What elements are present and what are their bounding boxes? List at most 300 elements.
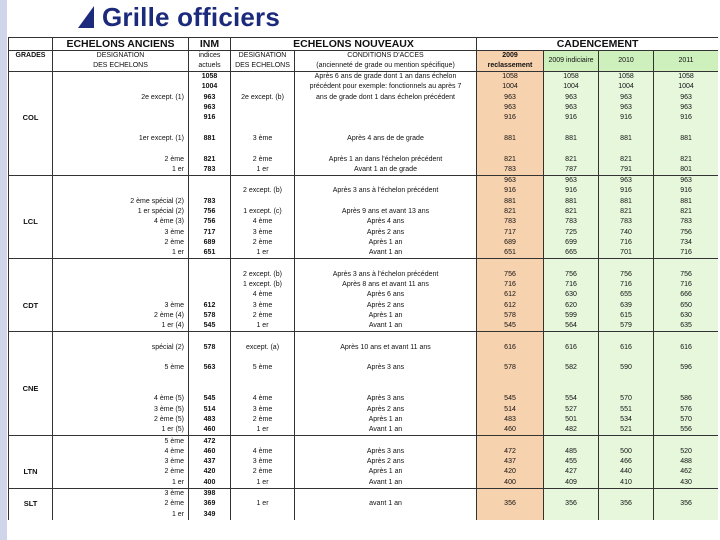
value-2010-cell: 466: [599, 457, 654, 467]
new-echelon-cell: 1 er: [231, 499, 295, 509]
value-2009i-cell: 821: [544, 207, 599, 217]
old-echelon-cell: 3 ème: [53, 301, 189, 311]
value-2010-cell: [599, 374, 654, 384]
condition-cell: [295, 488, 477, 499]
value-2010-cell: 579: [599, 321, 654, 332]
value-2010-cell: 821: [599, 207, 654, 217]
header-designation-2: DESIGNATION: [231, 51, 295, 62]
old-echelon-cell: 3 ème (5): [53, 405, 189, 415]
inm-cell: 963: [189, 93, 231, 103]
table-row: [9, 82, 719, 92]
old-echelon-cell: [53, 259, 189, 270]
value-2009i-cell: 725: [544, 227, 599, 237]
table-row: [9, 374, 719, 384]
new-echelon-cell: [231, 259, 295, 270]
inm-cell: 821: [189, 154, 231, 164]
condition-cell: [295, 175, 477, 186]
value-2010-cell: [599, 144, 654, 154]
old-echelon-cell: 1 er (5): [53, 425, 189, 436]
table-row: [9, 478, 719, 489]
new-echelon-cell: 2 ème: [231, 311, 295, 321]
inm-cell: 717: [189, 227, 231, 237]
inm-cell: [189, 259, 231, 270]
new-echelon-cell: [231, 436, 295, 447]
value-2009i-cell: [544, 384, 599, 394]
value-2009-cell: 1004: [477, 82, 544, 92]
new-echelon-cell: 1 er: [231, 478, 295, 489]
value-2010-cell: 1004: [599, 82, 654, 92]
header-2010: 2010: [599, 51, 654, 72]
value-2009i-cell: 665: [544, 248, 599, 259]
inm-cell: 1058: [189, 72, 231, 83]
old-echelon-cell: 1 er: [53, 165, 189, 176]
value-2010-cell: 881: [599, 134, 654, 144]
table-row: [9, 425, 719, 436]
value-2010-cell: 791: [599, 165, 654, 176]
table-row: [9, 227, 719, 237]
value-2009-cell: 821: [477, 154, 544, 164]
condition-cell: Après 6 ans de grade dont 1 an dans échelon: [295, 72, 477, 83]
officer-grid-table-wrapper: [8, 37, 718, 540]
inm-cell: [189, 290, 231, 300]
new-echelon-cell: 5 ème: [231, 363, 295, 373]
grade-cell: CNE: [9, 384, 53, 394]
table-row: [9, 72, 719, 83]
value-2010-cell: 881: [599, 197, 654, 207]
value-2009i-cell: 963: [544, 175, 599, 186]
table-row: [9, 134, 719, 144]
condition-cell: Après 3 ans: [295, 447, 477, 457]
condition-cell: précédent pour exemple: fonctionnels au après 7: [295, 82, 477, 92]
value-2009-cell: 916: [477, 113, 544, 123]
value-2009-cell: 545: [477, 321, 544, 332]
new-echelon-cell: 2 ème: [231, 154, 295, 164]
value-2009i-cell: [544, 332, 599, 343]
value-2009-cell: [477, 384, 544, 394]
value-2009i-cell: 616: [544, 343, 599, 353]
grade-cell: LCL: [9, 217, 53, 227]
old-echelon-cell: 3 ème: [53, 488, 189, 499]
value-2011-cell: [654, 374, 718, 384]
value-2009i-cell: 881: [544, 134, 599, 144]
table-row: [9, 467, 719, 477]
value-2009i-cell: 599: [544, 311, 599, 321]
table-row: [9, 509, 719, 519]
condition-cell: [295, 103, 477, 113]
header-grades-blank: [9, 61, 53, 72]
value-2010-cell: 639: [599, 301, 654, 311]
header-grades-spacer: [9, 38, 53, 51]
value-2009i-cell: 554: [544, 394, 599, 404]
condition-cell: Avant 1 an: [295, 478, 477, 489]
header-2009: 2009: [477, 51, 544, 62]
grade-cell: [9, 123, 53, 133]
table-row: [9, 363, 719, 373]
grade-cell: [9, 93, 53, 103]
grade-cell: [9, 290, 53, 300]
old-echelon-cell: 2 ème: [53, 499, 189, 509]
value-2011-cell: 716: [654, 280, 718, 290]
inm-cell: 916: [189, 113, 231, 123]
value-2011-cell: [654, 123, 718, 133]
new-echelon-cell: 3 ème: [231, 405, 295, 415]
grade-cell: [9, 321, 53, 332]
value-2010-cell: [599, 436, 654, 447]
header-row-1: [9, 38, 719, 51]
grade-cell: [9, 343, 53, 353]
value-2011-cell: 356: [654, 499, 718, 509]
grade-cell: [9, 447, 53, 457]
new-echelon-cell: [231, 82, 295, 92]
grade-cell: CDT: [9, 301, 53, 311]
value-2009i-cell: 620: [544, 301, 599, 311]
value-2009-cell: 963: [477, 103, 544, 113]
inm-cell: 420: [189, 467, 231, 477]
value-2009-cell: [477, 353, 544, 363]
header-echelons-anciens: ECHELONS ANCIENS: [53, 38, 189, 51]
condition-cell: ans de grade dont 1 dans échelon précédent: [295, 93, 477, 103]
grade-cell: [9, 457, 53, 467]
value-2009i-cell: 630: [544, 290, 599, 300]
value-2009-cell: 514: [477, 405, 544, 415]
new-echelon-cell: 3 ème: [231, 301, 295, 311]
grade-cell: LTN: [9, 467, 53, 477]
condition-cell: [295, 353, 477, 363]
value-2011-cell: 630: [654, 311, 718, 321]
value-2009i-cell: 482: [544, 425, 599, 436]
condition-cell: Après 3 ans à l'échelon précédent: [295, 270, 477, 280]
value-2009-cell: 612: [477, 301, 544, 311]
value-2009i-cell: 963: [544, 103, 599, 113]
value-2009-cell: 881: [477, 134, 544, 144]
table-row: [9, 311, 719, 321]
table-row: [9, 394, 719, 404]
value-2009-cell: 651: [477, 248, 544, 259]
table-row: [9, 332, 719, 343]
value-2009-cell: 963: [477, 175, 544, 186]
inm-cell: 612: [189, 301, 231, 311]
grade-cell: [9, 405, 53, 415]
grade-cell: [9, 197, 53, 207]
value-2011-cell: 650: [654, 301, 718, 311]
value-2011-cell: [654, 144, 718, 154]
inm-cell: [189, 144, 231, 154]
value-2010-cell: 783: [599, 217, 654, 227]
value-2010-cell: 521: [599, 425, 654, 436]
condition-cell: Après 1 an: [295, 238, 477, 248]
new-echelon-cell: [231, 103, 295, 113]
grade-cell: COL: [9, 113, 53, 123]
value-2009i-cell: [544, 488, 599, 499]
new-echelon-cell: 2 ème: [231, 467, 295, 477]
new-echelon-cell: [231, 197, 295, 207]
table-row: [9, 384, 719, 394]
old-echelon-cell: 2 ème: [53, 238, 189, 248]
inm-cell: [189, 186, 231, 196]
new-echelon-cell: 1 er: [231, 321, 295, 332]
new-echelon-cell: 4 ème: [231, 217, 295, 227]
value-2011-cell: 963: [654, 93, 718, 103]
value-2011-cell: 462: [654, 467, 718, 477]
value-2009i-cell: 716: [544, 280, 599, 290]
value-2010-cell: [599, 509, 654, 519]
value-2009i-cell: 455: [544, 457, 599, 467]
slide-sidebar: [0, 0, 7, 540]
header-2009-indiciaire: 2009 indiciaire: [544, 51, 599, 72]
value-2011-cell: [654, 488, 718, 499]
new-echelon-cell: 4 ème: [231, 394, 295, 404]
table-row: [9, 415, 719, 425]
condition-cell: Après 2 ans: [295, 457, 477, 467]
grade-cell: [9, 175, 53, 186]
table-row: [9, 270, 719, 280]
grade-cell: SLT: [9, 499, 53, 509]
value-2010-cell: [599, 123, 654, 133]
grade-cell: [9, 72, 53, 83]
new-echelon-cell: 2 ème: [231, 238, 295, 248]
condition-cell: [295, 374, 477, 384]
value-2009i-cell: [544, 436, 599, 447]
new-echelon-cell: [231, 123, 295, 133]
inm-cell: 756: [189, 207, 231, 217]
old-echelon-cell: 2 ème (4): [53, 311, 189, 321]
value-2010-cell: 916: [599, 186, 654, 196]
value-2010-cell: [599, 259, 654, 270]
value-2009i-cell: [544, 353, 599, 363]
inm-cell: 472: [189, 436, 231, 447]
value-2010-cell: 701: [599, 248, 654, 259]
condition-cell: Après 3 ans: [295, 394, 477, 404]
old-echelon-cell: 4 ème: [53, 447, 189, 457]
value-2009-cell: [477, 436, 544, 447]
value-2009-cell: 717: [477, 227, 544, 237]
grade-cell: [9, 134, 53, 144]
inm-cell: 460: [189, 425, 231, 436]
condition-cell: Après 1 an dans l'échelon précédent: [295, 154, 477, 164]
value-2010-cell: 963: [599, 103, 654, 113]
grade-cell: [9, 103, 53, 113]
value-2010-cell: 500: [599, 447, 654, 457]
value-2009-cell: 437: [477, 457, 544, 467]
condition-cell: Après 4 ans de de grade: [295, 134, 477, 144]
value-2009i-cell: 356: [544, 499, 599, 509]
grade-cell: [9, 280, 53, 290]
value-2010-cell: 410: [599, 478, 654, 489]
value-2009-cell: 716: [477, 280, 544, 290]
new-echelon-cell: [231, 113, 295, 123]
value-2011-cell: 430: [654, 478, 718, 489]
value-2009-cell: [477, 509, 544, 519]
new-echelon-cell: 1 except. (c): [231, 207, 295, 217]
inm-cell: [189, 332, 231, 343]
condition-cell: Après 8 ans et avant 11 ans: [295, 280, 477, 290]
condition-cell: [295, 144, 477, 154]
value-2009-cell: 881: [477, 197, 544, 207]
table-row: [9, 165, 719, 176]
table-row: [9, 488, 719, 499]
value-2010-cell: 551: [599, 405, 654, 415]
table-row: [9, 290, 719, 300]
value-2009-cell: 616: [477, 343, 544, 353]
grade-cell: [9, 82, 53, 92]
condition-cell: [295, 509, 477, 519]
new-echelon-cell: [231, 384, 295, 394]
old-echelon-cell: 2 ème (5): [53, 415, 189, 425]
value-2011-cell: 666: [654, 290, 718, 300]
value-2009-cell: 400: [477, 478, 544, 489]
inm-cell: [189, 123, 231, 133]
value-2009i-cell: 1058: [544, 72, 599, 83]
value-2009-cell: 483: [477, 415, 544, 425]
old-echelon-cell: [53, 384, 189, 394]
value-2011-cell: 881: [654, 197, 718, 207]
old-echelon-cell: [53, 290, 189, 300]
value-2010-cell: 655: [599, 290, 654, 300]
table-row: [9, 436, 719, 447]
grade-cell: [9, 207, 53, 217]
condition-cell: Avant 1 an de grade: [295, 165, 477, 176]
table-row: [9, 175, 719, 186]
old-echelon-cell: [53, 113, 189, 123]
old-echelon-cell: [53, 332, 189, 343]
old-echelon-cell: 4 ème (3): [53, 217, 189, 227]
condition-cell: Après 2 ans: [295, 405, 477, 415]
value-2011-cell: 963: [654, 103, 718, 113]
table-row: [9, 217, 719, 227]
value-2009-cell: [477, 259, 544, 270]
new-echelon-cell: 4 ème: [231, 290, 295, 300]
value-2011-cell: 596: [654, 363, 718, 373]
table-row: [9, 343, 719, 353]
value-2010-cell: 440: [599, 467, 654, 477]
value-2009i-cell: [544, 144, 599, 154]
table-row: [9, 259, 719, 270]
value-2011-cell: 801: [654, 165, 718, 176]
old-echelon-cell: [53, 186, 189, 196]
value-2010-cell: 570: [599, 394, 654, 404]
old-echelon-cell: [53, 123, 189, 133]
value-2011-cell: 916: [654, 113, 718, 123]
inm-cell: [189, 374, 231, 384]
table-row: [9, 207, 719, 217]
value-2011-cell: 821: [654, 154, 718, 164]
inm-cell: [189, 353, 231, 363]
value-2009i-cell: 582: [544, 363, 599, 373]
new-echelon-cell: 3 ème: [231, 457, 295, 467]
inm-cell: 545: [189, 321, 231, 332]
value-2011-cell: 783: [654, 217, 718, 227]
inm-cell: [189, 270, 231, 280]
value-2009-cell: 356: [477, 499, 544, 509]
new-echelon-cell: [231, 144, 295, 154]
grade-cell: [9, 394, 53, 404]
value-2009-cell: 472: [477, 447, 544, 457]
value-2009-cell: 612: [477, 290, 544, 300]
condition-cell: Après 9 ans et avant 13 ans: [295, 207, 477, 217]
table-row: [9, 93, 719, 103]
condition-cell: Après 3 ans: [295, 363, 477, 373]
grade-cell: [9, 415, 53, 425]
value-2011-cell: 570: [654, 415, 718, 425]
grade-cell: [9, 363, 53, 373]
inm-cell: 398: [189, 488, 231, 499]
inm-cell: 881: [189, 134, 231, 144]
grade-cell: [9, 238, 53, 248]
inm-cell: 437: [189, 457, 231, 467]
value-2009i-cell: 881: [544, 197, 599, 207]
value-2011-cell: 520: [654, 447, 718, 457]
condition-cell: Après 6 ans: [295, 290, 477, 300]
grade-cell: [9, 248, 53, 259]
new-echelon-cell: [231, 488, 295, 499]
inm-cell: 369: [189, 499, 231, 509]
table-row: [9, 353, 719, 363]
value-2011-cell: 716: [654, 248, 718, 259]
value-2009-cell: 783: [477, 165, 544, 176]
table-row: [9, 447, 719, 457]
value-2009-cell: 689: [477, 238, 544, 248]
header-2009-sub: reclassement: [477, 61, 544, 72]
old-echelon-cell: 2 ème spécial (2): [53, 197, 189, 207]
slide-bullet-icon: [78, 6, 94, 28]
old-echelon-cell: 4 ème (5): [53, 394, 189, 404]
inm-cell: 545: [189, 394, 231, 404]
old-echelon-cell: 1 er spécial (2): [53, 207, 189, 217]
header-des-echelons-2: DES ECHELONS: [231, 61, 295, 72]
value-2011-cell: 1058: [654, 72, 718, 83]
value-2011-cell: [654, 332, 718, 343]
header-des-echelons: DES ECHELONS: [53, 61, 189, 72]
grade-cell: [9, 478, 53, 489]
old-echelon-cell: 5 ème: [53, 363, 189, 373]
inm-cell: 963: [189, 103, 231, 113]
grade-cell: [9, 374, 53, 384]
value-2009-cell: 460: [477, 425, 544, 436]
table-row: [9, 197, 719, 207]
value-2009-cell: 545: [477, 394, 544, 404]
value-2009i-cell: 963: [544, 93, 599, 103]
value-2009i-cell: 783: [544, 217, 599, 227]
value-2009-cell: 783: [477, 217, 544, 227]
value-2011-cell: 586: [654, 394, 718, 404]
inm-cell: 651: [189, 248, 231, 259]
old-echelon-cell: 5 ème: [53, 436, 189, 447]
value-2009-cell: [477, 123, 544, 133]
value-2010-cell: [599, 384, 654, 394]
new-echelon-cell: 2 except. (b): [231, 186, 295, 196]
value-2011-cell: 734: [654, 238, 718, 248]
old-echelon-cell: 1er except. (1): [53, 134, 189, 144]
value-2010-cell: [599, 353, 654, 363]
new-echelon-cell: [231, 353, 295, 363]
grade-cell: [9, 154, 53, 164]
table-row: [9, 113, 719, 123]
value-2009i-cell: [544, 259, 599, 270]
old-echelon-cell: [53, 72, 189, 83]
value-2011-cell: [654, 353, 718, 363]
value-2011-cell: 576: [654, 405, 718, 415]
value-2010-cell: 963: [599, 93, 654, 103]
value-2010-cell: 821: [599, 154, 654, 164]
value-2009-cell: 821: [477, 207, 544, 217]
value-2010-cell: [599, 332, 654, 343]
value-2009i-cell: 409: [544, 478, 599, 489]
value-2010-cell: [599, 488, 654, 499]
header-designation: DESIGNATION: [53, 51, 189, 62]
grade-cell: [9, 259, 53, 270]
condition-cell: avant 1 an: [295, 499, 477, 509]
condition-cell: [295, 259, 477, 270]
